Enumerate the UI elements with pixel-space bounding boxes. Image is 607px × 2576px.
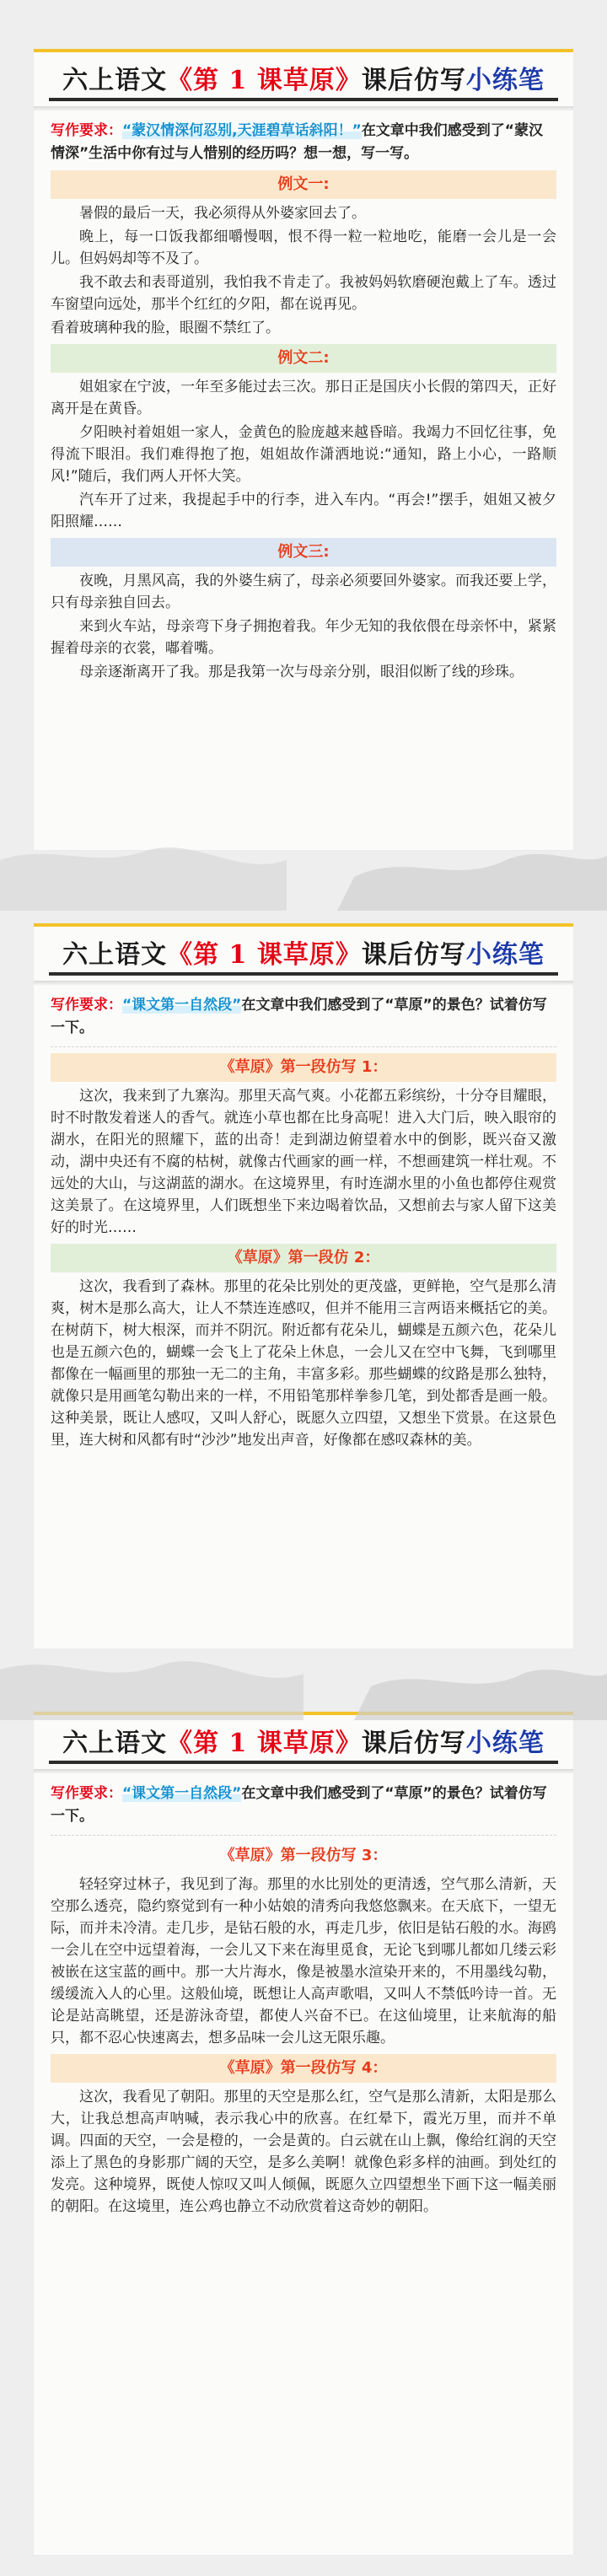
title-exercise: 小练笔 xyxy=(465,940,545,970)
card-body xyxy=(34,1774,573,2233)
title-task: 课后仿写 xyxy=(361,66,466,95)
paragraph: 晚上，每一口饭我都细嚼慢咽，恨不得一粒一粒地吃，能磨一会儿是一会儿。但妈妈却等不及了。 xyxy=(51,229,556,267)
paragraph: 汽车开了过来，我提起手中的行李，进入车内。“再会!”摆手，姐姐又被夕阳照耀…… xyxy=(51,492,556,530)
paragraph: 姐姐家在宁波，一年至多能过去三次。那日正是国庆小长假的第四天，正好离开是在黄昏。 xyxy=(51,379,556,417)
card-body xyxy=(34,111,573,698)
requirement-quote: “蒙汉情深何忍别,天涯碧草话斜阳！” xyxy=(122,122,362,139)
card-header xyxy=(34,1712,573,1774)
title-underline xyxy=(49,1761,558,1764)
section-heading: 例文一: xyxy=(51,170,556,199)
title-lesson: 《第 1 课草原》 xyxy=(167,1729,362,1758)
requirement-label: 写作要求： xyxy=(51,122,122,139)
writing-requirement xyxy=(51,994,556,1040)
title-exercise: 小练笔 xyxy=(465,66,545,95)
writing-requirement xyxy=(51,120,556,165)
requirement-quote: “课文第一自然段” xyxy=(122,1785,242,1802)
card-title xyxy=(34,1722,573,1759)
section-heading: 《草原》第一段仿 2： xyxy=(51,1244,556,1272)
paragraph: 看着玻璃种我的脸，眼圈不禁红了。 xyxy=(51,320,280,336)
writing-requirement xyxy=(51,1783,556,1828)
requirement-quote: “课文第一自然段” xyxy=(122,997,242,1014)
card-body xyxy=(34,986,573,1466)
title-grade: 六上语文 xyxy=(62,940,168,970)
paragraph: 来到火车站，母亲弯下身子拥抱着我。年少无知的我依偎在母亲怀中，紧紧握着母亲的衣裳，嘟着嘴。 xyxy=(51,618,556,657)
paragraph: 这次，我来到了九寨沟。那里天高气爽。小花都五彩缤纷，十分夺目耀眼，时不时散发着迷人的香气。就连小草也都在比身高呢！进入大门后，映入眼帘的湖水，在阳光的照耀下，蓝的出奇！走到湖边俯望着水中的倒影，既兴奋又激动，湖中央还有不腐的枯树，就像古代画家的画一样，不想画建筑一样壮观。不远处的大山，与这湖蓝的湖水。在这境界里，有时连湖水里的小鱼也都停住观赏这美景了。在这境界里，人们既想坐下来边喝着饮品，又想前去与家人留下这美好的时光…… xyxy=(51,1088,556,1236)
paragraph: 夜晚，月黑风高，我的外婆生病了，母亲必须要回外婆家。而我还要上学，只有母亲独自回去。 xyxy=(51,573,556,611)
section-heading: 例文二: xyxy=(51,344,556,373)
title-task: 课后仿写 xyxy=(361,1729,466,1758)
paragraph: 暑假的最后一天，我必须得从外婆家回去了。 xyxy=(79,205,366,222)
card-title xyxy=(34,933,573,971)
title-exercise: 小练笔 xyxy=(465,1729,545,1758)
card-header xyxy=(34,923,573,986)
title-lesson: 《第 1 课草原》 xyxy=(167,940,362,970)
section-heading: 《草原》第一段仿写 3： xyxy=(219,1847,388,1864)
section-heading: 《草原》第一段仿写 1： xyxy=(51,1053,556,1082)
title-lesson: 《第 1 课草原》 xyxy=(167,66,362,95)
requirement-text: 在文章中我们感受到了“草原”的景色？试着仿写一下。 xyxy=(51,1785,547,1825)
exercise-card-3 xyxy=(34,1712,573,2555)
paragraph: 夕阳映衬着姐姐一家人，金黄色的脸庞越来越昏暗。我竭力不回忆往事，免得流下眼泪。我们难得抱了抱，姐姐故作潇洒地说:“通知，路上小心，一路顺风!”随后，我们两人开怀大笑。 xyxy=(51,424,556,485)
requirement-label: 写作要求： xyxy=(51,997,122,1014)
requirement-label: 写作要求： xyxy=(51,1785,122,1802)
divider xyxy=(51,1835,556,1837)
title-underline xyxy=(49,98,558,101)
title-grade: 六上语文 xyxy=(62,1729,168,1758)
paragraph: 轻轻穿过林子，我见到了海。那里的水比别处的更清透，空气那么清新，天空那么透亮，隐约察觉到有一种小姑娘的清秀向我悠悠飘来。在天底下，一望无际，而并未冷清。走几步，是钻石般的水，再走几步，依旧是钻石般的水。海鸥一会儿在空中远望着海，一会儿又下来在海里觅食，无论飞到哪儿都如几缕云彩被嵌在这宝蓝的画中。那一大片海水，像是被墨水渲染开来的，不用墨线勾勒，缓缓流入人的心里。这般仙境，既想让人高声歌唱，又叫人不禁低吟诗一首。无论是站高眺望，还是游泳奇望，都使人兴奋不已。在这仙境里，让来航海的船只，都不忍心快速离去，想多品味一会儿这无限乐趣。 xyxy=(51,1876,556,2046)
exercise-card-1 xyxy=(34,49,573,850)
paragraph: 这次，我看到了森林。那里的花朵比别处的更茂盛，更鲜艳，空气是那么清爽，树木是那么高大，让人不禁连连感叹，但并不能用三言两语来概括它的美。在树荫下，树大根深，而并不阴沉。附近都有花朵儿，蝴蝶是五颜六色，花朵儿也是五颜六色的，蝴蝶一会飞上了花朵上休息，一会儿又在空中飞舞，飞到哪里都像在一幅画里的那独一无二的主角，丰富多彩。那些蝴蝶的纹路是那么独特，就像只是用画笔勾勒出来的一样，不用铅笔那样拳参几笔，到处都香是画一般。这种美景，既让人感叹，又叫人舒心，既愿久立四望，又想坐下赏景。在这景色里，连大树和风都有时“沙沙”地发出声音，好像都在感叹森林的美。 xyxy=(51,1278,556,1449)
title-grade: 六上语文 xyxy=(62,66,168,95)
requirement-text: 在文章中我们感受到了“草原”的景色？试着仿写一下。 xyxy=(51,997,547,1036)
divider xyxy=(51,1046,556,1048)
paragraph: 母亲逐渐离开了我。那是我第一次与母亲分别，眼泪似断了线的珍珠。 xyxy=(79,664,524,680)
card-header xyxy=(34,49,573,111)
card-title xyxy=(34,59,573,96)
title-underline xyxy=(49,972,558,976)
title-task: 课后仿写 xyxy=(361,940,466,970)
section-heading: 《草原》第一段仿写 4： xyxy=(51,2054,556,2083)
exercise-card-2 xyxy=(34,923,573,1648)
paragraph: 我不敢去和表哥道别，我怕我不肯走了。我被妈妈软磨硬泡戴上了车。透过车窗望向远处，那半个红红的夕阳，都在说再见。 xyxy=(51,274,556,313)
requirement-text: 在文章中我们感受到了“蒙汉情深”生活中你有过与人惜别的经历吗？想一想，写一写。 xyxy=(51,122,543,162)
section-heading: 例文三: xyxy=(51,538,556,567)
paragraph: 这次，我看见了朝阳。那里的天空是那么红，空气是那么清新，太阳是那么大，让我总想高声呐喊，表示我心中的欣喜。在红晕下，霞光万里，而并不单调。四面的天空，一会是橙的，一会是黄的。白云就在山上飘，像给红润的天空添上了黑色的身影那广阔的天空，是多么美啊！就像色彩多样的油画。到处红的发亮。这种境界，既使人惊叹又叫人倾佩，既愿久立四望想坐下画下这一幅美丽的朝阳。在这境里，连公鸡也静立不动欣赏着这奇妙的朝阳。 xyxy=(51,2089,556,2215)
